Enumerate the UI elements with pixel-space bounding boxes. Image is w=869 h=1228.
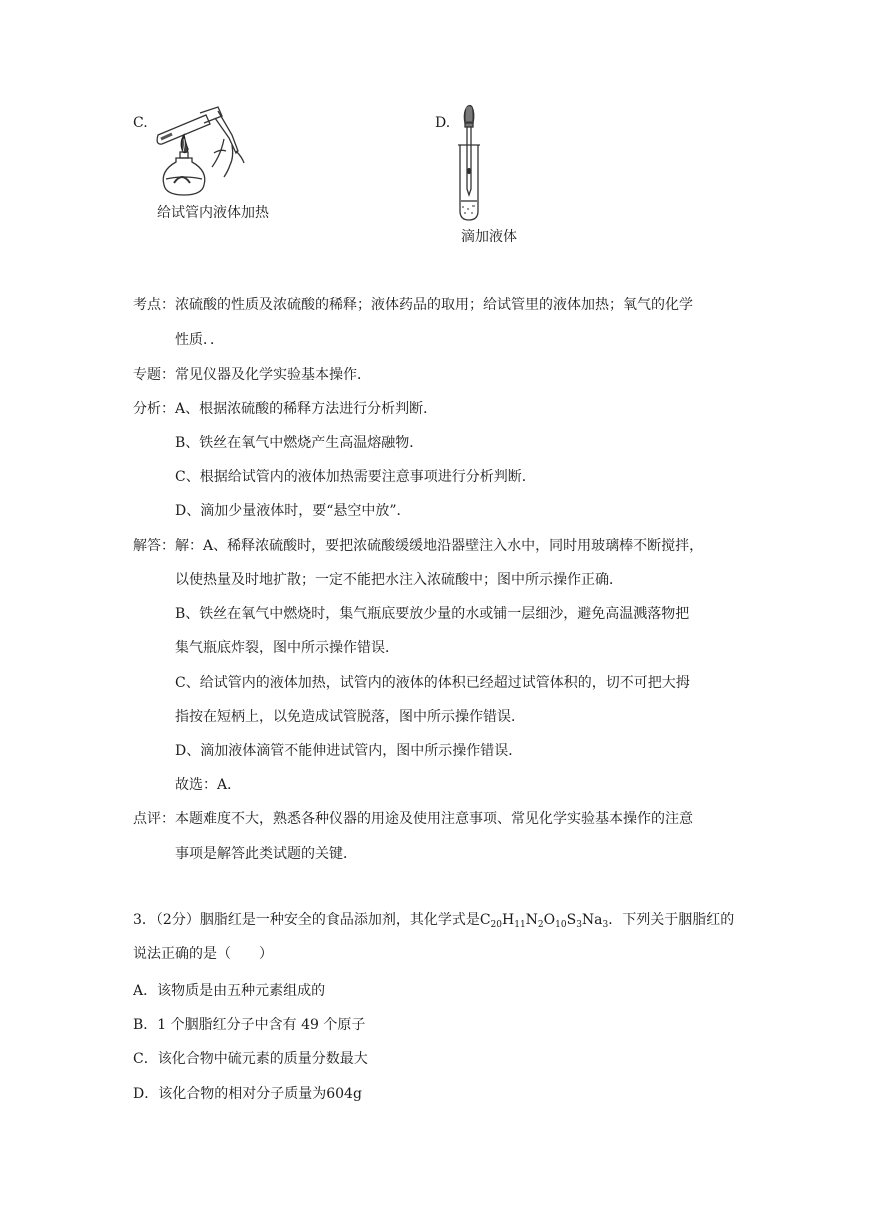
formula-subscript: 11 — [514, 920, 526, 930]
kaodian-text: 浓硫酸的性质及浓硫酸的稀释；液体药品的取用；给试管里的液体加热；氧气的化学 — [175, 297, 693, 313]
formula-element: Na — [581, 912, 603, 928]
kaodian-label: 考点： — [133, 297, 175, 313]
fenxi-label: 分析： — [133, 401, 175, 417]
fenxi-d: D、滴加少量液体时，要“悬空中放”． — [175, 503, 411, 519]
fenxi-c: C、根据给试管内的液体加热需要注意事项进行分析判断． — [175, 469, 536, 485]
option-c: C．该化合物中硫元素的质量分数最大 — [133, 1051, 368, 1067]
jieda-b-line1: B、铁丝在氧气中燃烧时，集气瓶底要放少量的水或铺一层细沙，避免高温溅落物把 — [175, 606, 690, 622]
dianping-text: 本题难度不大，熟悉各种仪器的用途及使用注意事项、常见化学实验基本操作的注意 — [175, 811, 693, 827]
formula-element: O — [543, 912, 556, 928]
jieda-c-line1: C、给试管内的液体加热，试管内的液体的体积已经超过试管体积的，切不可把大拇 — [175, 675, 690, 691]
formula-subscript: 3 — [576, 920, 582, 930]
test-tube-heating-illustration — [152, 105, 252, 200]
figure-c-caption: 给试管内液体加热 — [157, 205, 269, 221]
formula-element: S — [566, 912, 577, 928]
jieda-c-line2: 指按在短柄上，以免造成试管脱落，图中所示操作错误． — [175, 709, 525, 725]
jieda-b-line2: 集气瓶底炸裂，图中所示操作错误． — [175, 640, 399, 656]
formula-subscript: 2 — [537, 920, 544, 930]
zhuanti-text: 常见仪器及化学实验基本操作． — [175, 367, 371, 383]
question-3-stem — [133, 910, 734, 930]
option-b: B．1 个胭脂红分子中含有 49 个原子 — [133, 1017, 366, 1033]
question-3-stem-pre: 3．（2分）胭脂红是一种安全的食品添加剂，其化学式是 — [133, 912, 480, 928]
jieda-label: 解答： — [133, 538, 175, 554]
jieda-d: D、滴加液体滴管不能伸进试管内，图中所示操作错误． — [175, 743, 523, 759]
formula-element: N — [525, 912, 538, 928]
option-d: D．该化合物的相对分子质量为604g — [133, 1086, 362, 1102]
figure-c-letter: C. — [133, 115, 148, 131]
chemical-formula — [480, 912, 608, 928]
figure-d-caption: 滴加液体 — [461, 229, 517, 245]
fenxi-a: A、根据浓硫酸的稀释方法进行分析判断． — [175, 401, 438, 417]
figure-d-letter: D. — [435, 115, 451, 131]
dianping-label: 点评： — [133, 811, 175, 827]
formula-subscript: 3 — [602, 920, 609, 930]
formula-element: H — [502, 912, 515, 928]
dropper-into-test-tube-illustration — [455, 103, 483, 225]
formula-element: C — [479, 912, 491, 928]
formula-subscript: 20 — [490, 920, 502, 930]
option-a: A．该物质是由五种元素组成的 — [133, 983, 326, 999]
formula-subscript: 10 — [555, 920, 567, 930]
question-3-stem-cont: 说法正确的是（ ） — [133, 946, 273, 962]
dianping-text-cont: 事项是解答此类试题的关键． — [175, 846, 357, 862]
fenxi-b: B、铁丝在氧气中燃烧产生高温熔融物． — [175, 435, 424, 451]
question-3-stem-post: ．下列关于胭脂红的 — [608, 912, 735, 928]
jieda-choice: 故选：A． — [175, 777, 242, 793]
jieda-a-line2: 以使热量及时地扩散；一定不能把水注入浓硫酸中；图中所示操作正确． — [175, 572, 623, 588]
kaodian-text-cont: 性质．． — [175, 332, 224, 348]
zhuanti-label: 专题： — [133, 367, 175, 383]
jieda-a-line1: 解：A、稀释浓硫酸时，要把浓硫酸缓缓地沿器壁注入水中，同时用玻璃棒不断搅拌， — [175, 538, 704, 554]
